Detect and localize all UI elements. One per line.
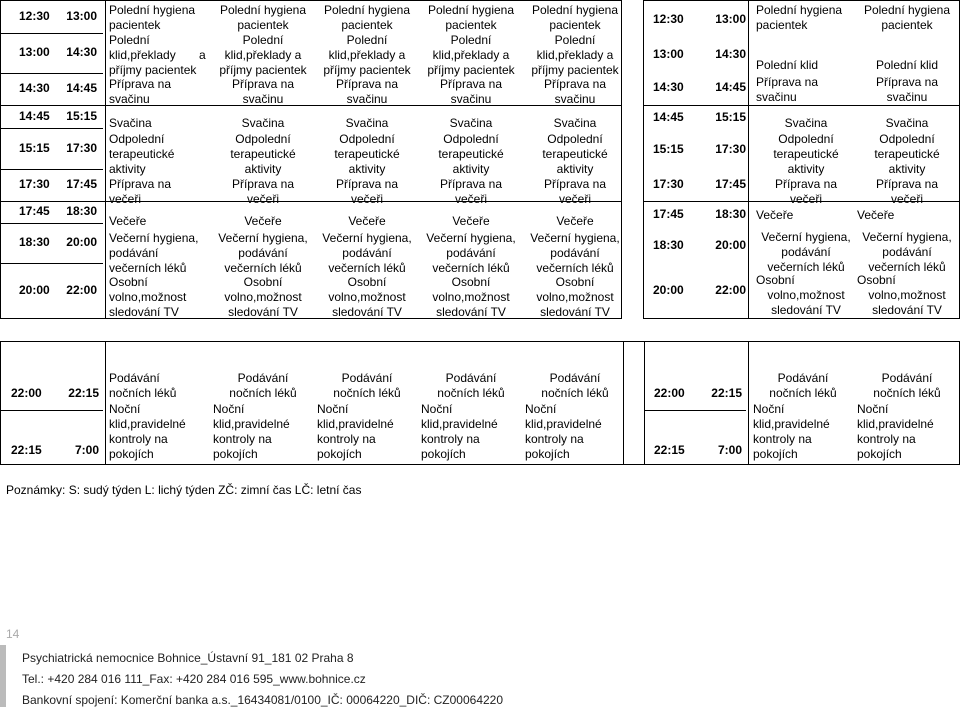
activity-nocni: klid,pravidelné [753,417,830,431]
activity-svacina: Svačina [784,116,828,130]
time-to: 22:00 [715,283,746,297]
activity-nocni: klid,pravidelné [421,417,498,431]
activity-osobni: sledování TV [540,305,610,319]
activity-osobni: Osobní [243,275,283,289]
activity-terapie: aktivity [109,162,146,176]
activity-klid: Polední klid [875,58,939,72]
activity-priprava: večeři [246,192,279,206]
activity-osobni: Osobní [451,275,491,289]
activity-terapie: terapeutické [542,147,608,161]
activity-podavani: Podávání [777,371,829,385]
activity-hygiena: pacientek [756,18,808,32]
activity-priprava: svačinu [756,90,797,104]
activity-priprava: svačinu [242,92,284,106]
activity-klid: Polední [242,33,284,47]
activity-podavani: Podávání [445,371,497,385]
activity-hygiena: pacientek [237,18,289,32]
time-to: 17:30 [715,142,746,156]
notes-legend: Poznámky: S: sudý týden L: lichý týden ZČ: zimní čas LČ: letní čas [6,483,362,497]
time-to: 13:00 [66,9,97,23]
activity-osobni: volno,možnost [767,288,845,302]
activity-terapie: aktivity [556,162,594,176]
row-divider [1,73,103,74]
time-from: 17:45 [653,207,684,221]
activity-nocni: kontroly na [109,432,168,446]
activity-svacina: Svačina [449,116,493,130]
activity-priprava: Příprava na [335,177,399,191]
activity-klid: Polední [554,33,596,47]
activity-klid: a [199,48,206,62]
activity-priprava: Příprava na [543,177,607,191]
activity-podavani: nočních léků [333,386,401,400]
activity-podavani: Podávání [341,371,393,385]
activity-vecerni: podávání [109,246,159,260]
activity-podavani: Podávání [881,371,933,385]
activity-hygiena: pacientek [549,18,601,32]
activity-vecerni: večerních léků [767,260,845,274]
activity-nocni: pokojích [421,447,466,461]
time-from: 12:30 [653,12,684,26]
row-divider [1,33,103,34]
time-to: 15:15 [66,108,97,123]
activity-klid: příjmy pacientek [109,63,197,77]
time-to: 7:00 [74,443,99,457]
activity-klid: klid,překlady a [224,48,302,62]
time-to: 17:45 [66,177,97,191]
activity-podavani: Podávání [549,371,601,385]
activity-klid: Polední klid [756,58,819,72]
row-divider [1,410,103,411]
activity-osobni: volno,možnost [328,290,406,304]
activity-terapie: Odpolední [339,132,395,146]
activity-vecere: Večeře [348,214,386,228]
activity-vecere: Večeře [109,214,147,228]
schedule-table-weekend [643,0,960,319]
activity-vecerni: večerních léků [109,261,187,275]
activity-nocni: klid,pravidelné [525,417,602,431]
activity-terapie: terapeutické [334,147,400,161]
footer-bank: Bankovní spojení: Komerční banka a.s._16434081/0100_IČ: 00064220_DIČ: CZ00064220 [22,693,504,707]
activity-osobni: sledování TV [436,305,506,319]
activity-osobni: volno,možnost [224,290,302,304]
activity-nocni: kontroly na [317,432,376,446]
activity-vecerni: večerních léků [328,261,406,275]
activity-nocni: pokojích [525,447,570,461]
time-from: 18:30 [19,235,50,249]
activity-vecerni: podávání [238,246,288,260]
activity-svacina: Svačina [109,116,152,130]
activity-vecerni: Večerní hygiena, [109,231,199,245]
activity-osobni: Osobní [109,275,148,289]
activity-osobni: volno,možnost [109,290,187,304]
activity-klid: klid,překlady a [536,48,614,62]
time-to: 15:15 [715,110,746,124]
activity-nocni: klid,pravidelné [213,417,290,431]
activity-nocni: pokojích [753,447,798,461]
row-divider [1,128,103,129]
activity-priprava: Příprava na [439,77,503,91]
activity-klid: Polední [109,33,150,47]
time-to: 14:30 [715,47,746,61]
time-from: 17:45 [19,204,50,218]
activity-priprava: Příprava na [109,77,172,91]
activity-terapie: aktivity [348,162,386,176]
time-to: 7:00 [717,443,742,457]
time-from: 14:45 [653,110,684,124]
column-divider [105,342,106,464]
activity-osobni: volno,možnost [868,288,946,302]
activity-klid: příjmy pacientek [531,63,619,77]
activity-osobni: volno,možnost [536,290,614,304]
activity-osobni: sledování TV [332,305,402,319]
activity-terapie: terapeutické [874,147,940,161]
activity-nocni: klid,pravidelné [857,417,934,431]
activity-osobni: sledování TV [109,305,179,319]
activity-vecerni: podávání [882,245,932,259]
activity-terapie: Odpolední [547,132,603,146]
time-to: 20:00 [715,238,746,252]
activity-hygiena: Polední hygiena [863,3,951,17]
row-divider [1,263,103,264]
activity-vecerni: Večerní hygiena, [761,230,851,244]
activity-nocni: Noční [109,402,141,416]
time-to: 13:00 [715,12,746,26]
activity-vecere: Večeře [244,214,282,228]
time-from: 15:15 [19,140,50,155]
activity-priprava: večeři [558,192,591,206]
activity-svacina: Svačina [553,116,597,130]
activity-osobni: sledování TV [771,303,841,317]
activity-hygiena: pacientek [109,18,161,32]
time-from: 22:15 [11,443,42,457]
activity-vecerni: Večerní hygiena, [862,230,952,244]
activity-vecerni: Večerní hygiena, [218,231,308,245]
activity-terapie: Odpolední [235,132,291,146]
activity-nocni: kontroly na [753,432,812,446]
time-from: 20:00 [19,283,50,297]
activity-klid: příjmy pacientek [323,63,411,77]
activity-hygiena: Polední hygiena [531,3,619,17]
activity-priprava: Příprava na [231,177,295,191]
activity-vecere: Večeře [452,214,490,228]
activity-osobni: sledování TV [228,305,298,319]
activity-vecerni: podávání [550,246,600,260]
activity-priprava: Příprava na [335,77,399,91]
activity-terapie: aktivity [452,162,490,176]
activity-osobni: volno,možnost [432,290,510,304]
activity-klid: Polední [450,33,492,47]
activity-podavani: nočních léků [873,386,941,400]
activity-priprava: Příprava na [756,75,819,89]
activity-nocni: Noční [753,402,785,416]
activity-klid: Polední [346,33,388,47]
footer-contact: Tel.: +420 284 016 111_Fax: +420 284 016 595_www.bohnice.cz [22,672,366,686]
activity-podavani: nočních léků [541,386,609,400]
activity-terapie: terapeutické [230,147,296,161]
column-divider [644,342,645,464]
activity-osobni: Osobní [756,273,795,287]
time-from: 18:30 [653,238,684,252]
activity-terapie: terapeutické [773,147,839,161]
time-to: 22:15 [68,386,99,400]
activity-terapie: Odpolední [778,132,834,146]
activity-vecerni: večerních léků [432,261,510,275]
activity-vecerni: Večerní hygiena, [426,231,516,245]
time-from: 22:00 [11,386,42,400]
time-from: 13:00 [653,47,684,61]
activity-klid: příjmy pacientek [427,63,515,77]
activity-vecerni: Večerní hygiena, [322,231,412,245]
activity-hygiena: pacientek [445,18,497,32]
activity-nocni: Noční [317,402,349,416]
activity-priprava: Příprava na [543,77,607,91]
activity-hygiena: Polední hygiena [427,3,515,17]
activity-terapie: terapeutické [438,147,504,161]
activity-vecerni: večerních léků [224,261,302,275]
activity-osobni: Osobní [857,273,896,287]
time-to: 18:30 [66,204,97,218]
activity-klid: klid,překlady [109,48,176,62]
activity-nocni: kontroly na [525,432,584,446]
activity-svacina: Svačina [885,116,929,130]
activity-klid: příjmy pacientek [219,63,307,77]
activity-nocni: Noční [525,402,557,416]
activity-podavani: nočních léků [769,386,837,400]
activity-terapie: aktivity [244,162,282,176]
activity-hygiena: pacientek [881,18,933,32]
activity-priprava: svačinu [886,90,928,104]
activity-vecere: Večeře [756,208,794,222]
time-to: 14:45 [66,81,97,95]
activity-nocni: pokojích [213,447,258,461]
activity-priprava: Příprava na [439,177,503,191]
time-from: 15:15 [653,142,684,156]
activity-podavani: Podávání [237,371,289,385]
activity-priprava: večeři [454,192,487,206]
activity-priprava: svačinu [109,92,150,106]
activity-priprava: Příprava na [109,177,172,191]
column-divider [623,342,624,464]
activity-vecerni: večerních léků [868,260,946,274]
column-divider [105,1,106,318]
activity-priprava: večeři [350,192,383,206]
activity-hygiena: Polední hygiena [323,3,411,17]
activity-hygiena: Polední hygiena [756,3,843,17]
activity-terapie: Odpolední [109,132,165,146]
activity-svacina: Svačina [241,116,285,130]
activity-terapie: aktivity [888,162,926,176]
activity-svacina: Svačina [345,116,389,130]
column-divider [748,1,749,318]
time-to: 18:30 [715,207,746,221]
activity-klid: klid,překlady a [328,48,406,62]
footer-bar [0,645,6,707]
activity-vecerni: Večerní hygiena, [530,231,620,245]
time-from: 14:45 [19,108,50,123]
time-to: 22:15 [711,386,742,400]
activity-osobni: sledování TV [872,303,942,317]
activity-priprava: Příprava na [875,75,939,89]
activity-priprava: večeři [890,192,923,206]
activity-nocni: Noční [213,402,245,416]
time-from: 20:00 [653,283,684,297]
page-number: 14 [6,627,20,641]
row-divider [1,169,103,170]
activity-nocni: Noční [857,402,889,416]
activity-osobni: Osobní [347,275,387,289]
time-to: 14:45 [715,80,746,94]
activity-priprava: svačinu [346,92,388,106]
activity-nocni: pokojích [857,447,902,461]
activity-vecerni: podávání [446,246,496,260]
time-to: 14:30 [66,45,97,59]
activity-vecerni: večerních léků [536,261,614,275]
activity-nocni: kontroly na [857,432,916,446]
schedule-table-night [0,341,960,465]
activity-vecere: Večeře [857,208,895,222]
activity-priprava: svačinu [554,92,596,106]
time-to: 17:45 [715,177,746,191]
activity-nocni: kontroly na [213,432,272,446]
time-from: 13:00 [19,45,50,59]
activity-terapie: aktivity [787,162,825,176]
activity-nocni: pokojích [317,447,362,461]
activity-nocni: Noční [421,402,453,416]
activity-terapie: Odpolední [443,132,499,146]
row-divider [644,410,746,411]
activity-priprava: Příprava na [774,177,838,191]
activity-priprava: Příprava na [875,177,939,191]
activity-terapie: Odpolední [879,132,935,146]
time-from: 14:30 [19,81,50,95]
activity-podavani: Podávání [109,371,160,385]
time-from: 22:15 [654,443,685,457]
time-to: 20:00 [66,235,97,249]
time-from: 12:30 [19,9,50,23]
time-to: 17:30 [66,140,97,155]
activity-hygiena: Polední hygiena [109,3,196,17]
time-from: 14:30 [653,80,684,94]
activity-nocni: klid,pravidelné [317,417,394,431]
activity-terapie: terapeutické [109,147,175,161]
time-from: 17:30 [19,177,50,191]
schedule-table-main [0,0,622,319]
time-from: 22:00 [654,386,685,400]
activity-osobni: Osobní [555,275,595,289]
activity-priprava: svačinu [450,92,492,106]
activity-priprava: večeři [109,192,142,206]
activity-podavani: nočních léků [437,386,505,400]
activity-vecerni: podávání [342,246,392,260]
activity-nocni: kontroly na [421,432,480,446]
footer-address: Psychiatrická nemocnice Bohnice_Ústavní 91_181 02 Praha 8 [22,651,354,665]
row-divider [1,223,103,224]
activity-podavani: nočních léků [109,386,177,400]
activity-klid: klid,překlady a [432,48,510,62]
time-to: 22:00 [66,283,97,297]
activity-nocni: klid,pravidelné [109,417,186,431]
activity-priprava: večeři [789,192,822,206]
activity-priprava: Příprava na [231,77,295,91]
activity-hygiena: pacientek [341,18,393,32]
activity-nocni: pokojích [109,447,154,461]
time-from: 17:30 [653,177,684,191]
column-divider [748,342,749,464]
activity-vecere: Večeře [556,214,594,228]
activity-vecerni: podávání [781,245,831,259]
activity-hygiena: Polední hygiena [219,3,307,17]
activity-podavani: nočních léků [229,386,297,400]
